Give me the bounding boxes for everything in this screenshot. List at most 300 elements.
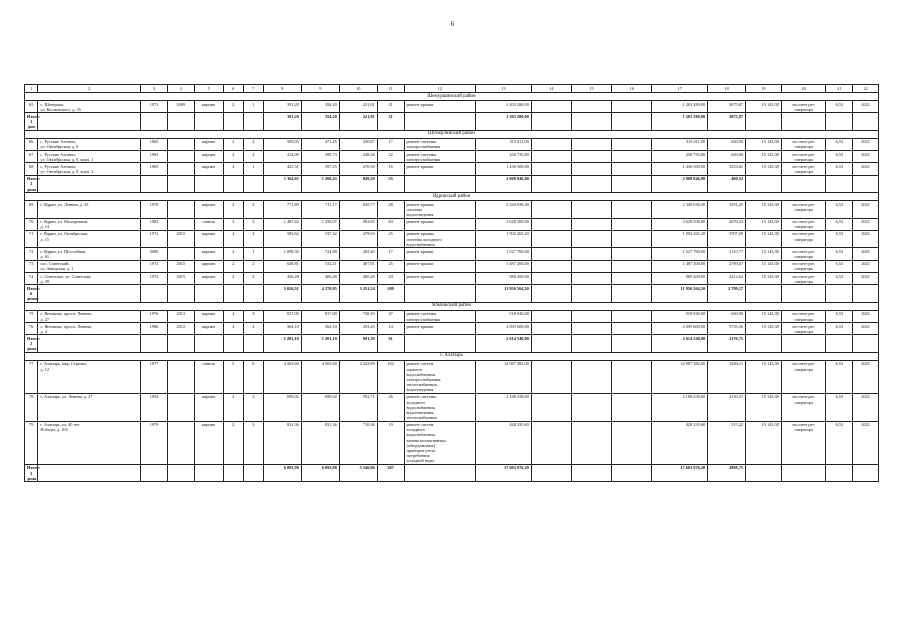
table-cell: 20	[377, 273, 404, 285]
column-number-cell: 9	[301, 85, 339, 93]
table-cell: 1 436 500,00	[475, 163, 531, 175]
table-cell: 414,09	[263, 151, 301, 163]
total-cell	[167, 175, 194, 192]
table-cell	[167, 393, 194, 421]
column-number-cell: 7	[243, 85, 263, 93]
total-cell	[167, 285, 194, 302]
table-cell: 2 095 600,00	[475, 323, 531, 335]
total-cell	[38, 175, 141, 192]
table-cell: 1 487 200,00	[475, 260, 531, 272]
table-cell: с. Янтиково, просп. Ленина, д. 4	[38, 323, 141, 335]
table-cell: 76	[25, 323, 38, 335]
table-cell: 17	[377, 138, 404, 150]
total-cell	[826, 464, 853, 481]
table-cell: 3	[223, 218, 243, 230]
table-cell: 2021	[853, 260, 879, 272]
table-cell: 620,00	[708, 151, 746, 163]
table-cell: 518 940,00	[475, 310, 531, 322]
total-cell: 207	[377, 464, 404, 481]
table-cell: 315 611,00	[475, 138, 531, 150]
table-row	[25, 248, 879, 260]
table-cell: 16	[377, 163, 404, 175]
total-cell	[746, 464, 782, 481]
table-cell: г. Ядрин, ул. Ленина, д. 43	[38, 201, 141, 218]
table-body	[25, 85, 879, 482]
total-cell	[746, 175, 782, 192]
column-number-row	[25, 85, 879, 93]
total-cell: 849,20	[339, 175, 377, 192]
table-cell: 15 143,38	[746, 151, 782, 163]
total-row	[25, 335, 879, 352]
table-cell: с. Янтиково, просп. Ленина, д. 27	[38, 310, 141, 322]
table-cell: на счете рег. оператора	[781, 323, 826, 335]
table-cell: 592,71	[339, 393, 377, 421]
column-number-cell: 8	[263, 85, 301, 93]
table-cell: 2021	[853, 393, 879, 421]
table-cell: 3253,61	[708, 163, 746, 175]
column-number-cell: 1	[25, 85, 38, 93]
table-cell: 397,25	[301, 163, 339, 175]
table-cell: 2	[243, 151, 263, 163]
table-cell: 6,53	[826, 138, 853, 150]
table-cell: 14 987 382,00	[475, 360, 531, 393]
table-cell: 15 143,38	[746, 248, 782, 260]
total-cell: 2 799,57	[708, 285, 746, 302]
total-cell: 11 956 564,50	[652, 285, 708, 302]
total-cell	[531, 464, 571, 481]
table-cell: 77	[25, 360, 38, 393]
column-number-cell: 4	[167, 85, 194, 93]
table-cell: 1 527 760,00	[652, 248, 708, 260]
table-cell: 73	[25, 260, 38, 272]
table-cell: 74	[25, 273, 38, 285]
total-row	[25, 285, 879, 302]
table-cell: 583,62	[263, 230, 301, 247]
table-cell: 15 143,38	[746, 323, 782, 335]
table-cell: 1972	[141, 260, 168, 272]
table-cell: с. Шемурша, ул. Космовского, д. 35	[38, 101, 141, 113]
total-cell: 2 614 540,00	[475, 335, 531, 352]
table-cell: 21	[377, 101, 404, 113]
table-cell: ремонт систем горячего водоснабжения, электроснабжения, теплоснабжения, водоотведения	[404, 360, 475, 393]
table-cell: 1 203 280,00	[475, 101, 531, 113]
table-cell	[531, 248, 571, 260]
table-row	[25, 360, 879, 393]
total-cell: 1 201,10	[263, 335, 301, 352]
table-cell: 515,22	[708, 421, 746, 464]
table-cell: 5755,56	[708, 323, 746, 335]
table-row	[25, 151, 879, 163]
total-cell	[243, 285, 263, 302]
table-cell: 2015	[167, 273, 194, 285]
total-cell	[531, 175, 571, 192]
table-cell: 15 143,38	[746, 101, 782, 113]
total-cell	[194, 464, 223, 481]
table-cell: 3130,47	[708, 393, 746, 421]
table-cell: с. Советское, ул. Советская, д. 39	[38, 273, 141, 285]
total-cell	[853, 113, 879, 130]
column-number-cell: 12	[404, 85, 475, 93]
total-cell: 1 268,43	[301, 175, 339, 192]
table-cell: ремонт крыши, системы водоотведения	[404, 201, 475, 218]
table-cell: 699,02	[263, 393, 301, 421]
table-cell	[531, 138, 571, 150]
total-cell	[781, 335, 826, 352]
table-cell: 3 628 500,00	[475, 218, 531, 230]
column-number-cell: 3	[141, 85, 168, 93]
table-cell: кирпич	[194, 323, 223, 335]
total-row	[25, 175, 879, 192]
table-cell: 1972	[141, 101, 168, 113]
column-number-cell: 15	[571, 85, 611, 93]
table-cell: на счете рег. оператора	[781, 101, 826, 113]
table-cell: 26	[377, 393, 404, 421]
column-number-cell: 16	[612, 85, 652, 93]
table-cell	[167, 218, 194, 230]
total-cell: 1 203 280,00	[652, 113, 708, 130]
table-cell: 2	[243, 138, 263, 150]
table-cell: 15 143,38	[746, 201, 782, 218]
table-cell: 2	[223, 138, 243, 150]
total-cell	[404, 113, 475, 130]
table-cell	[612, 310, 652, 322]
total-cell	[531, 113, 571, 130]
table-cell: 15 143,38	[746, 163, 782, 175]
table-cell: 2015	[167, 260, 194, 272]
table-cell	[612, 218, 652, 230]
table-cell: на счете рег. оператора	[781, 310, 826, 322]
table-cell: 1965	[141, 163, 168, 175]
total-cell	[194, 335, 223, 352]
district-name: Яльчикский район	[25, 302, 879, 310]
table-cell: 364,10	[263, 323, 301, 335]
table-cell: 2	[243, 273, 263, 285]
table-cell	[531, 260, 571, 272]
table-cell: 1	[243, 101, 263, 113]
total-cell	[223, 113, 243, 130]
table-cell: 648,81	[263, 260, 301, 272]
table-cell: на счете рег. оператора	[781, 360, 826, 393]
table-cell: 3707,09	[708, 230, 746, 247]
table-cell: 2021	[853, 218, 879, 230]
table-cell	[531, 421, 571, 464]
total-cell: 61	[377, 335, 404, 352]
total-cell	[38, 113, 141, 130]
table-cell: 1963	[141, 151, 168, 163]
table-cell: 2009	[167, 101, 194, 113]
table-row	[25, 260, 879, 272]
table-cell: 364,10	[301, 323, 339, 335]
capital-repair-table	[24, 84, 879, 482]
table-cell: на счете рег. оператора	[781, 230, 826, 247]
total-cell: 11 956 564,50	[475, 285, 531, 302]
table-cell	[571, 323, 611, 335]
table-cell: с. Русские Алгаши, ул. Октябрьская, д. 9	[38, 138, 141, 150]
total-cell: 3 251,54	[339, 285, 377, 302]
table-cell	[612, 323, 652, 335]
table-cell: 2	[223, 201, 243, 218]
table-cell	[571, 421, 611, 464]
table-cell: 15 143,38	[746, 138, 782, 150]
column-number-cell: 22	[853, 85, 879, 93]
table-cell: 162	[377, 360, 404, 393]
total-cell	[612, 113, 652, 130]
table-cell: 4 243,89	[339, 360, 377, 393]
table-cell: 2021	[853, 163, 879, 175]
table-cell: 2	[223, 230, 243, 247]
total-cell	[746, 113, 782, 130]
table-cell: 1976	[141, 310, 168, 322]
table-cell	[531, 310, 571, 322]
total-cell	[223, 464, 243, 481]
table-cell	[571, 393, 611, 421]
table-cell: 2012	[167, 323, 194, 335]
table-cell: 724,80	[301, 248, 339, 260]
table-cell: 2 095 600,00	[652, 323, 708, 335]
table-cell: 628,77	[339, 201, 377, 218]
table-cell: 79	[25, 421, 38, 464]
total-cell: 3075,87	[708, 113, 746, 130]
table-cell: 2	[223, 323, 243, 335]
table-cell	[571, 310, 611, 322]
table-cell	[612, 138, 652, 150]
table-cell: 3075,87	[708, 101, 746, 113]
table-cell: 5	[223, 360, 243, 393]
total-cell: 2 008 846,80	[475, 175, 531, 192]
total-cell: 2888,75	[708, 464, 746, 481]
district-row	[25, 130, 879, 138]
table-cell: на счете рег. оператора	[781, 421, 826, 464]
table-cell: кирпич	[194, 151, 223, 163]
table-cell	[531, 230, 571, 247]
table-cell	[612, 230, 652, 247]
table-cell: ремонт системы электроснабжения	[404, 151, 475, 163]
table-cell: 1954	[141, 393, 168, 421]
table-cell: ремонт крыши	[404, 101, 475, 113]
table-cell: 270,39	[339, 163, 377, 175]
table-cell: 980 200,00	[475, 273, 531, 285]
table-cell: 399,73	[301, 151, 339, 163]
total-cell: 5 546,96	[339, 464, 377, 481]
total-cell: 6 093,98	[301, 464, 339, 481]
table-cell: 837,00	[301, 310, 339, 322]
table-cell: 406,28	[301, 273, 339, 285]
total-cell	[531, 335, 571, 352]
table-row	[25, 138, 879, 150]
table-cell: 2 340 639,30	[475, 201, 531, 218]
table-cell: 47	[377, 310, 404, 322]
table-cell: 620,00	[708, 310, 746, 322]
total-cell: 55	[377, 175, 404, 192]
total-cell	[404, 175, 475, 192]
table-cell: 1	[243, 248, 263, 260]
table-cell: 6,53	[826, 260, 853, 272]
table-cell: 6,53	[826, 218, 853, 230]
column-number-cell: 14	[531, 85, 571, 93]
table-cell: 2	[223, 101, 243, 113]
table-cell	[571, 273, 611, 285]
table-cell: 1 203 280,00	[652, 101, 708, 113]
table-cell: 68	[25, 163, 38, 175]
table-cell: 17	[377, 248, 404, 260]
total-cell	[141, 335, 168, 352]
table-cell: 4 563,60	[263, 360, 301, 393]
total-cell: 6 093,98	[263, 464, 301, 481]
table-cell: 3284,11	[708, 360, 746, 393]
total-cell: 354,20	[301, 113, 339, 130]
table-cell	[571, 163, 611, 175]
total-cell: 5 026,51	[263, 285, 301, 302]
table-cell	[167, 248, 194, 260]
table-row	[25, 218, 879, 230]
table-cell: 253,20	[339, 323, 377, 335]
total-cell: 1 364,65	[263, 175, 301, 192]
page-number: 6	[450, 20, 455, 28]
total-cell: 209	[377, 285, 404, 302]
table-cell: 15 143,38	[746, 310, 782, 322]
total-cell	[243, 113, 263, 130]
total-cell	[404, 335, 475, 352]
table-cell: 3	[243, 310, 263, 322]
total-cell	[781, 285, 826, 302]
total-cell	[167, 113, 194, 130]
total-cell	[612, 464, 652, 481]
table-cell	[531, 218, 571, 230]
total-cell	[167, 464, 194, 481]
total-cell	[746, 335, 782, 352]
total-cell	[781, 464, 826, 481]
table-cell: 428 335,60	[475, 421, 531, 464]
total-cell: 391,20	[263, 113, 301, 130]
table-cell: 738,19	[339, 310, 377, 322]
district-name: г. Алатырь	[25, 352, 879, 360]
table-cell: на счете рег. оператора	[781, 248, 826, 260]
table-cell: 2021	[853, 310, 879, 322]
table-cell: 1965	[141, 138, 168, 150]
table-cell	[612, 360, 652, 393]
total-cell: 460,52	[708, 175, 746, 192]
column-number-cell: 20	[781, 85, 826, 93]
total-cell	[781, 175, 826, 192]
table-cell: 1 436 500,00	[652, 163, 708, 175]
table-cell: 1972	[141, 230, 168, 247]
table-cell: на счете рег. оператора	[781, 138, 826, 150]
table-cell	[167, 163, 194, 175]
table-cell: 2789,67	[708, 260, 746, 272]
total-cell	[826, 285, 853, 302]
district-row	[25, 352, 879, 360]
table-cell: кирпич	[194, 273, 223, 285]
total-cell	[826, 335, 853, 352]
table-cell: 84	[377, 218, 404, 230]
table-cell: 2021	[853, 201, 879, 218]
table-cell: 2	[223, 421, 243, 464]
table-cell: ремонт крыши, системы холодного водоснабжения	[404, 230, 475, 247]
table-cell: на счете рег. оператора	[781, 260, 826, 272]
table-cell: 1977	[141, 360, 168, 393]
table-cell: 2006	[141, 248, 168, 260]
table-cell	[531, 323, 571, 335]
total-cell	[746, 285, 782, 302]
table-cell: 22	[377, 151, 404, 163]
table-cell: 66	[25, 138, 38, 150]
total-cell: 221,81	[339, 113, 377, 130]
table-cell: ремонт крыши	[404, 323, 475, 335]
table-cell	[167, 421, 194, 464]
table-cell: 487,81	[339, 260, 377, 272]
table-cell	[167, 201, 194, 218]
table-cell: пос. Советский, ул. Заводская, д. 1	[38, 260, 141, 272]
table-cell: 15 143,38	[746, 393, 782, 421]
table-cell: 518 940,00	[652, 310, 708, 322]
total-row	[25, 464, 879, 481]
table-cell: 980 200,00	[652, 273, 708, 285]
table-cell: 3 628 500,00	[652, 218, 708, 230]
table-cell	[571, 230, 611, 247]
table-cell: 3291,25	[708, 201, 746, 218]
total-cell	[826, 175, 853, 192]
table-cell: 78	[25, 393, 38, 421]
table-cell: 6,53	[826, 230, 853, 247]
table-cell: на счете рег. оператора	[781, 393, 826, 421]
table-cell: 1 487 200,00	[652, 260, 708, 272]
table-cell: ремонт систем холодного водоснабжения, замена коллективных (общедомовых) приборов учета потребления холодной воды	[404, 421, 475, 464]
total-cell	[243, 335, 263, 352]
table-cell: 1 358,07	[301, 218, 339, 230]
column-number-cell: 2	[38, 85, 141, 93]
total-cell	[571, 175, 611, 192]
table-cell: 2021	[853, 273, 879, 285]
table-cell: 699,02	[301, 393, 339, 421]
table-cell: г. Алатырь, мкр. Стрелка, д. 12	[38, 360, 141, 393]
table-cell: кирпич	[194, 230, 223, 247]
table-row	[25, 230, 879, 247]
table-cell	[571, 248, 611, 260]
table-cell: 6	[243, 360, 263, 393]
total-cell: Итого: 3 дома	[25, 464, 38, 481]
table-cell: 1979	[141, 421, 168, 464]
total-cell: 2176,75	[708, 335, 746, 352]
table-cell: ремонт крыши	[404, 163, 475, 175]
table-cell: 771,89	[263, 201, 301, 218]
total-cell: 1 201,10	[301, 335, 339, 352]
table-cell: 2	[223, 248, 243, 260]
table-cell: на счете рег. оператора	[781, 151, 826, 163]
table-cell: 15 143,38	[746, 218, 782, 230]
table-cell	[612, 163, 652, 175]
total-cell	[571, 335, 611, 352]
total-cell	[223, 175, 243, 192]
table-cell	[571, 218, 611, 230]
table-cell: 406,28	[339, 273, 377, 285]
total-cell: 2 008 846,80	[652, 175, 708, 192]
table-cell: 1982	[141, 218, 168, 230]
column-number-cell: 21	[826, 85, 853, 93]
total-cell	[243, 175, 263, 192]
table-cell: 315 611,00	[652, 138, 708, 150]
table-cell: 15 143,38	[746, 360, 782, 393]
table-cell: 3	[243, 421, 263, 464]
total-cell	[194, 175, 223, 192]
total-cell: Итого: 1 дом	[25, 113, 38, 130]
table-cell: на счете рег. оператора	[781, 163, 826, 175]
total-cell: 4 270,85	[301, 285, 339, 302]
total-cell	[38, 285, 141, 302]
table-cell: 2015	[167, 230, 194, 247]
table-cell: 391,20	[263, 101, 301, 113]
table-cell	[612, 393, 652, 421]
table-cell: 6,53	[826, 273, 853, 285]
